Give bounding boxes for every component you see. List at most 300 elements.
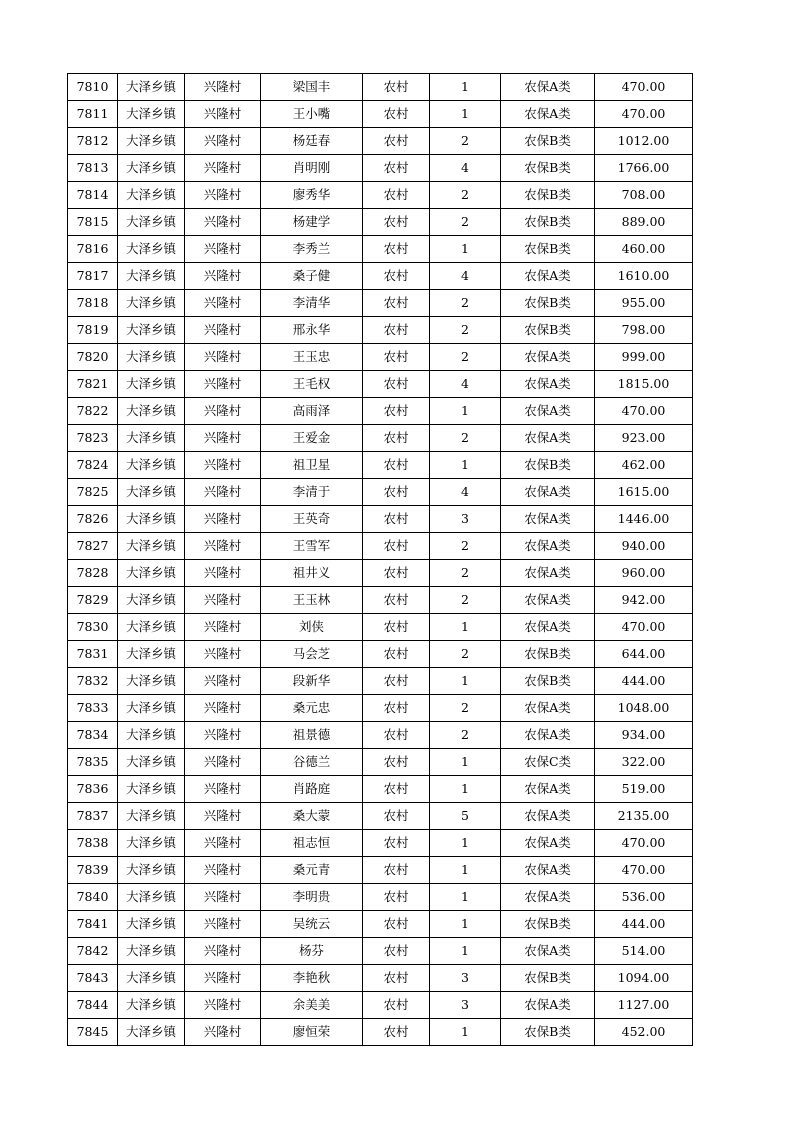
- area-type-cell: 农村: [363, 560, 430, 587]
- village-cell: 兴隆村: [185, 74, 261, 101]
- insurance-class-cell: 农保A类: [501, 560, 595, 587]
- amount-cell: 462.00: [595, 452, 693, 479]
- amount-cell: 2135.00: [595, 803, 693, 830]
- household-size-cell: 2: [430, 533, 501, 560]
- household-size-cell: 2: [430, 344, 501, 371]
- name-cell: 桑元忠: [261, 695, 363, 722]
- area-type-cell: 农村: [363, 290, 430, 317]
- insurance-class-cell: 农保A类: [501, 938, 595, 965]
- name-cell: 杨建学: [261, 209, 363, 236]
- table-row: [68, 209, 693, 236]
- table-row: [68, 722, 693, 749]
- insurance-class-cell: 农保A类: [501, 587, 595, 614]
- name-cell: 王英奇: [261, 506, 363, 533]
- village-cell: 兴隆村: [185, 371, 261, 398]
- row-number-cell: 7839: [68, 857, 118, 884]
- name-cell: 余美美: [261, 992, 363, 1019]
- amount-cell: 1446.00: [595, 506, 693, 533]
- row-number-cell: 7817: [68, 263, 118, 290]
- row-number-cell: 7812: [68, 128, 118, 155]
- township-cell: 大泽乡镇: [118, 830, 185, 857]
- village-cell: 兴隆村: [185, 587, 261, 614]
- row-number-cell: 7833: [68, 695, 118, 722]
- insurance-class-cell: 农保A类: [501, 533, 595, 560]
- household-size-cell: 1: [430, 452, 501, 479]
- table-row: [68, 317, 693, 344]
- household-size-cell: 2: [430, 290, 501, 317]
- table-row: [68, 128, 693, 155]
- name-cell: 廖秀华: [261, 182, 363, 209]
- insurance-class-cell: 农保B类: [501, 641, 595, 668]
- row-number-cell: 7825: [68, 479, 118, 506]
- amount-cell: 444.00: [595, 668, 693, 695]
- township-cell: 大泽乡镇: [118, 749, 185, 776]
- name-cell: 桑大蒙: [261, 803, 363, 830]
- row-number-cell: 7842: [68, 938, 118, 965]
- row-number-cell: 7813: [68, 155, 118, 182]
- insurance-class-cell: 农保A类: [501, 425, 595, 452]
- area-type-cell: 农村: [363, 425, 430, 452]
- township-cell: 大泽乡镇: [118, 425, 185, 452]
- area-type-cell: 农村: [363, 722, 430, 749]
- township-cell: 大泽乡镇: [118, 560, 185, 587]
- row-number-cell: 7836: [68, 776, 118, 803]
- household-size-cell: 3: [430, 965, 501, 992]
- insurance-class-cell: 农保B类: [501, 290, 595, 317]
- area-type-cell: 农村: [363, 506, 430, 533]
- table-row: [68, 587, 693, 614]
- amount-cell: 644.00: [595, 641, 693, 668]
- village-cell: 兴隆村: [185, 533, 261, 560]
- insurance-class-cell: 农保A类: [501, 830, 595, 857]
- township-cell: 大泽乡镇: [118, 263, 185, 290]
- village-cell: 兴隆村: [185, 398, 261, 425]
- name-cell: 祖井义: [261, 560, 363, 587]
- table-row: [68, 398, 693, 425]
- township-cell: 大泽乡镇: [118, 614, 185, 641]
- name-cell: 李清于: [261, 479, 363, 506]
- table-row: [68, 74, 693, 101]
- table-row: [68, 641, 693, 668]
- village-cell: 兴隆村: [185, 938, 261, 965]
- township-cell: 大泽乡镇: [118, 452, 185, 479]
- insurance-class-cell: 农保A类: [501, 776, 595, 803]
- household-size-cell: 2: [430, 641, 501, 668]
- row-number-cell: 7810: [68, 74, 118, 101]
- township-cell: 大泽乡镇: [118, 992, 185, 1019]
- insurance-class-cell: 农保B类: [501, 236, 595, 263]
- insurance-class-cell: 农保A类: [501, 803, 595, 830]
- table-row: [68, 830, 693, 857]
- township-cell: 大泽乡镇: [118, 209, 185, 236]
- area-type-cell: 农村: [363, 938, 430, 965]
- household-size-cell: 1: [430, 74, 501, 101]
- row-number-cell: 7816: [68, 236, 118, 263]
- village-cell: 兴隆村: [185, 155, 261, 182]
- name-cell: 王玉林: [261, 587, 363, 614]
- name-cell: 邢永华: [261, 317, 363, 344]
- amount-cell: 955.00: [595, 290, 693, 317]
- name-cell: 王毛权: [261, 371, 363, 398]
- area-type-cell: 农村: [363, 749, 430, 776]
- village-cell: 兴隆村: [185, 128, 261, 155]
- insurance-class-cell: 农保A类: [501, 344, 595, 371]
- amount-cell: 1610.00: [595, 263, 693, 290]
- township-cell: 大泽乡镇: [118, 668, 185, 695]
- name-cell: 李清华: [261, 290, 363, 317]
- amount-cell: 514.00: [595, 938, 693, 965]
- village-cell: 兴隆村: [185, 668, 261, 695]
- area-type-cell: 农村: [363, 398, 430, 425]
- insurance-class-cell: 农保A类: [501, 101, 595, 128]
- insurance-class-cell: 农保B类: [501, 965, 595, 992]
- township-cell: 大泽乡镇: [118, 722, 185, 749]
- table-row: [68, 506, 693, 533]
- area-type-cell: 农村: [363, 533, 430, 560]
- insurance-class-cell: 农保A类: [501, 263, 595, 290]
- table-row: [68, 749, 693, 776]
- table-row: [68, 938, 693, 965]
- area-type-cell: 农村: [363, 830, 430, 857]
- township-cell: 大泽乡镇: [118, 182, 185, 209]
- township-cell: 大泽乡镇: [118, 587, 185, 614]
- row-number-cell: 7843: [68, 965, 118, 992]
- insurance-class-cell: 农保A类: [501, 506, 595, 533]
- row-number-cell: 7841: [68, 911, 118, 938]
- village-cell: 兴隆村: [185, 803, 261, 830]
- row-number-cell: 7844: [68, 992, 118, 1019]
- area-type-cell: 农村: [363, 587, 430, 614]
- township-cell: 大泽乡镇: [118, 776, 185, 803]
- amount-cell: 889.00: [595, 209, 693, 236]
- row-number-cell: 7828: [68, 560, 118, 587]
- township-cell: 大泽乡镇: [118, 695, 185, 722]
- area-type-cell: 农村: [363, 452, 430, 479]
- name-cell: 祖卫星: [261, 452, 363, 479]
- township-cell: 大泽乡镇: [118, 155, 185, 182]
- household-size-cell: 1: [430, 884, 501, 911]
- household-size-cell: 1: [430, 857, 501, 884]
- roster-body: [68, 74, 693, 1046]
- amount-cell: 536.00: [595, 884, 693, 911]
- table-row: [68, 155, 693, 182]
- household-size-cell: 4: [430, 155, 501, 182]
- household-size-cell: 1: [430, 398, 501, 425]
- table-row: [68, 290, 693, 317]
- row-number-cell: 7818: [68, 290, 118, 317]
- township-cell: 大泽乡镇: [118, 506, 185, 533]
- table-row: [68, 668, 693, 695]
- township-cell: 大泽乡镇: [118, 371, 185, 398]
- name-cell: 王雪军: [261, 533, 363, 560]
- village-cell: 兴隆村: [185, 722, 261, 749]
- amount-cell: 322.00: [595, 749, 693, 776]
- table-row: [68, 695, 693, 722]
- insurance-class-cell: 农保B类: [501, 452, 595, 479]
- village-cell: 兴隆村: [185, 209, 261, 236]
- insurance-class-cell: 农保A类: [501, 884, 595, 911]
- household-size-cell: 2: [430, 182, 501, 209]
- village-cell: 兴隆村: [185, 992, 261, 1019]
- amount-cell: 1127.00: [595, 992, 693, 1019]
- township-cell: 大泽乡镇: [118, 911, 185, 938]
- row-number-cell: 7831: [68, 641, 118, 668]
- village-cell: 兴隆村: [185, 911, 261, 938]
- village-cell: 兴隆村: [185, 506, 261, 533]
- village-cell: 兴隆村: [185, 776, 261, 803]
- name-cell: 祖志恒: [261, 830, 363, 857]
- township-cell: 大泽乡镇: [118, 857, 185, 884]
- village-cell: 兴隆村: [185, 452, 261, 479]
- insurance-class-cell: 农保B类: [501, 1019, 595, 1046]
- table-row: [68, 236, 693, 263]
- area-type-cell: 农村: [363, 992, 430, 1019]
- insurance-class-cell: 农保A类: [501, 74, 595, 101]
- household-size-cell: 1: [430, 668, 501, 695]
- township-cell: 大泽乡镇: [118, 884, 185, 911]
- household-size-cell: 3: [430, 506, 501, 533]
- insurance-class-cell: 农保C类: [501, 749, 595, 776]
- amount-cell: 460.00: [595, 236, 693, 263]
- amount-cell: 934.00: [595, 722, 693, 749]
- row-number-cell: 7837: [68, 803, 118, 830]
- area-type-cell: 农村: [363, 857, 430, 884]
- row-number-cell: 7811: [68, 101, 118, 128]
- amount-cell: 960.00: [595, 560, 693, 587]
- insurance-class-cell: 农保B类: [501, 317, 595, 344]
- name-cell: 肖路庭: [261, 776, 363, 803]
- amount-cell: 470.00: [595, 857, 693, 884]
- insurance-class-cell: 农保A类: [501, 398, 595, 425]
- village-cell: 兴隆村: [185, 182, 261, 209]
- row-number-cell: 7826: [68, 506, 118, 533]
- area-type-cell: 农村: [363, 695, 430, 722]
- household-size-cell: 1: [430, 101, 501, 128]
- household-size-cell: 2: [430, 587, 501, 614]
- township-cell: 大泽乡镇: [118, 128, 185, 155]
- name-cell: 李艳秋: [261, 965, 363, 992]
- amount-cell: 1815.00: [595, 371, 693, 398]
- village-cell: 兴隆村: [185, 236, 261, 263]
- household-size-cell: 1: [430, 236, 501, 263]
- name-cell: 祖景德: [261, 722, 363, 749]
- area-type-cell: 农村: [363, 911, 430, 938]
- village-cell: 兴隆村: [185, 1019, 261, 1046]
- household-size-cell: 2: [430, 722, 501, 749]
- name-cell: 段新华: [261, 668, 363, 695]
- township-cell: 大泽乡镇: [118, 938, 185, 965]
- row-number-cell: 7814: [68, 182, 118, 209]
- name-cell: 谷德兰: [261, 749, 363, 776]
- insurance-class-cell: 农保B类: [501, 182, 595, 209]
- village-cell: 兴隆村: [185, 884, 261, 911]
- insurance-class-cell: 农保B类: [501, 668, 595, 695]
- row-number-cell: 7819: [68, 317, 118, 344]
- village-cell: 兴隆村: [185, 479, 261, 506]
- amount-cell: 798.00: [595, 317, 693, 344]
- name-cell: 李秀兰: [261, 236, 363, 263]
- amount-cell: 1615.00: [595, 479, 693, 506]
- amount-cell: 470.00: [595, 101, 693, 128]
- table-row: [68, 560, 693, 587]
- township-cell: 大泽乡镇: [118, 965, 185, 992]
- amount-cell: 1048.00: [595, 695, 693, 722]
- area-type-cell: 农村: [363, 965, 430, 992]
- row-number-cell: 7823: [68, 425, 118, 452]
- insurance-class-cell: 农保A类: [501, 857, 595, 884]
- village-cell: 兴隆村: [185, 344, 261, 371]
- name-cell: 吴统云: [261, 911, 363, 938]
- household-size-cell: 2: [430, 209, 501, 236]
- row-number-cell: 7845: [68, 1019, 118, 1046]
- row-number-cell: 7827: [68, 533, 118, 560]
- household-size-cell: 5: [430, 803, 501, 830]
- village-cell: 兴隆村: [185, 965, 261, 992]
- row-number-cell: 7821: [68, 371, 118, 398]
- area-type-cell: 农村: [363, 317, 430, 344]
- household-size-cell: 2: [430, 128, 501, 155]
- household-size-cell: 2: [430, 560, 501, 587]
- household-size-cell: 1: [430, 830, 501, 857]
- table-row: [68, 857, 693, 884]
- village-cell: 兴隆村: [185, 614, 261, 641]
- table-row: [68, 263, 693, 290]
- table-row: [68, 884, 693, 911]
- household-size-cell: 4: [430, 371, 501, 398]
- village-cell: 兴隆村: [185, 560, 261, 587]
- name-cell: 桑子健: [261, 263, 363, 290]
- township-cell: 大泽乡镇: [118, 641, 185, 668]
- household-size-cell: 1: [430, 614, 501, 641]
- insurance-class-cell: 农保B类: [501, 128, 595, 155]
- amount-cell: 940.00: [595, 533, 693, 560]
- village-cell: 兴隆村: [185, 830, 261, 857]
- table-row: [68, 533, 693, 560]
- insurance-class-cell: 农保B类: [501, 155, 595, 182]
- household-size-cell: 1: [430, 911, 501, 938]
- row-number-cell: 7840: [68, 884, 118, 911]
- area-type-cell: 农村: [363, 74, 430, 101]
- row-number-cell: 7815: [68, 209, 118, 236]
- area-type-cell: 农村: [363, 263, 430, 290]
- township-cell: 大泽乡镇: [118, 533, 185, 560]
- insurance-class-cell: 农保A类: [501, 695, 595, 722]
- township-cell: 大泽乡镇: [118, 74, 185, 101]
- area-type-cell: 农村: [363, 236, 430, 263]
- household-size-cell: 4: [430, 263, 501, 290]
- area-type-cell: 农村: [363, 1019, 430, 1046]
- area-type-cell: 农村: [363, 344, 430, 371]
- table-row: [68, 344, 693, 371]
- amount-cell: 444.00: [595, 911, 693, 938]
- area-type-cell: 农村: [363, 614, 430, 641]
- table-row: [68, 182, 693, 209]
- name-cell: 李明贵: [261, 884, 363, 911]
- village-cell: 兴隆村: [185, 317, 261, 344]
- household-size-cell: 3: [430, 992, 501, 1019]
- row-number-cell: 7820: [68, 344, 118, 371]
- name-cell: 杨廷春: [261, 128, 363, 155]
- area-type-cell: 农村: [363, 884, 430, 911]
- insurance-class-cell: 农保A类: [501, 479, 595, 506]
- village-cell: 兴隆村: [185, 425, 261, 452]
- row-number-cell: 7838: [68, 830, 118, 857]
- amount-cell: 708.00: [595, 182, 693, 209]
- table-row: [68, 101, 693, 128]
- amount-cell: 923.00: [595, 425, 693, 452]
- village-cell: 兴隆村: [185, 857, 261, 884]
- amount-cell: 452.00: [595, 1019, 693, 1046]
- table-row: [68, 452, 693, 479]
- area-type-cell: 农村: [363, 182, 430, 209]
- household-size-cell: 1: [430, 938, 501, 965]
- table-row: [68, 776, 693, 803]
- insurance-class-cell: 农保A类: [501, 614, 595, 641]
- insurance-class-cell: 农保B类: [501, 911, 595, 938]
- row-number-cell: 7834: [68, 722, 118, 749]
- household-size-cell: 1: [430, 749, 501, 776]
- household-size-cell: 4: [430, 479, 501, 506]
- village-cell: 兴隆村: [185, 290, 261, 317]
- township-cell: 大泽乡镇: [118, 479, 185, 506]
- insurance-class-cell: 农保A类: [501, 992, 595, 1019]
- village-cell: 兴隆村: [185, 263, 261, 290]
- name-cell: 高雨泽: [261, 398, 363, 425]
- name-cell: 刘侠: [261, 614, 363, 641]
- township-cell: 大泽乡镇: [118, 317, 185, 344]
- area-type-cell: 农村: [363, 101, 430, 128]
- amount-cell: 1094.00: [595, 965, 693, 992]
- village-cell: 兴隆村: [185, 101, 261, 128]
- row-number-cell: 7830: [68, 614, 118, 641]
- area-type-cell: 农村: [363, 209, 430, 236]
- table-row: [68, 911, 693, 938]
- insurance-class-cell: 农保A类: [501, 722, 595, 749]
- amount-cell: 999.00: [595, 344, 693, 371]
- area-type-cell: 农村: [363, 479, 430, 506]
- amount-cell: 470.00: [595, 398, 693, 425]
- household-size-cell: 2: [430, 425, 501, 452]
- name-cell: 王玉忠: [261, 344, 363, 371]
- household-size-cell: 1: [430, 1019, 501, 1046]
- household-size-cell: 1: [430, 776, 501, 803]
- area-type-cell: 农村: [363, 776, 430, 803]
- township-cell: 大泽乡镇: [118, 290, 185, 317]
- insurance-class-cell: 农保B类: [501, 209, 595, 236]
- amount-cell: 1766.00: [595, 155, 693, 182]
- table-row: [68, 992, 693, 1019]
- row-number-cell: 7829: [68, 587, 118, 614]
- name-cell: 梁国丰: [261, 74, 363, 101]
- table-row: [68, 479, 693, 506]
- amount-cell: 470.00: [595, 614, 693, 641]
- village-cell: 兴隆村: [185, 641, 261, 668]
- township-cell: 大泽乡镇: [118, 803, 185, 830]
- village-cell: 兴隆村: [185, 749, 261, 776]
- township-cell: 大泽乡镇: [118, 398, 185, 425]
- amount-cell: 519.00: [595, 776, 693, 803]
- amount-cell: 942.00: [595, 587, 693, 614]
- area-type-cell: 农村: [363, 668, 430, 695]
- area-type-cell: 农村: [363, 128, 430, 155]
- township-cell: 大泽乡镇: [118, 101, 185, 128]
- amount-cell: 470.00: [595, 830, 693, 857]
- name-cell: 王爱金: [261, 425, 363, 452]
- row-number-cell: 7822: [68, 398, 118, 425]
- table-row: [68, 614, 693, 641]
- name-cell: 王小嘴: [261, 101, 363, 128]
- table-row: [68, 1019, 693, 1046]
